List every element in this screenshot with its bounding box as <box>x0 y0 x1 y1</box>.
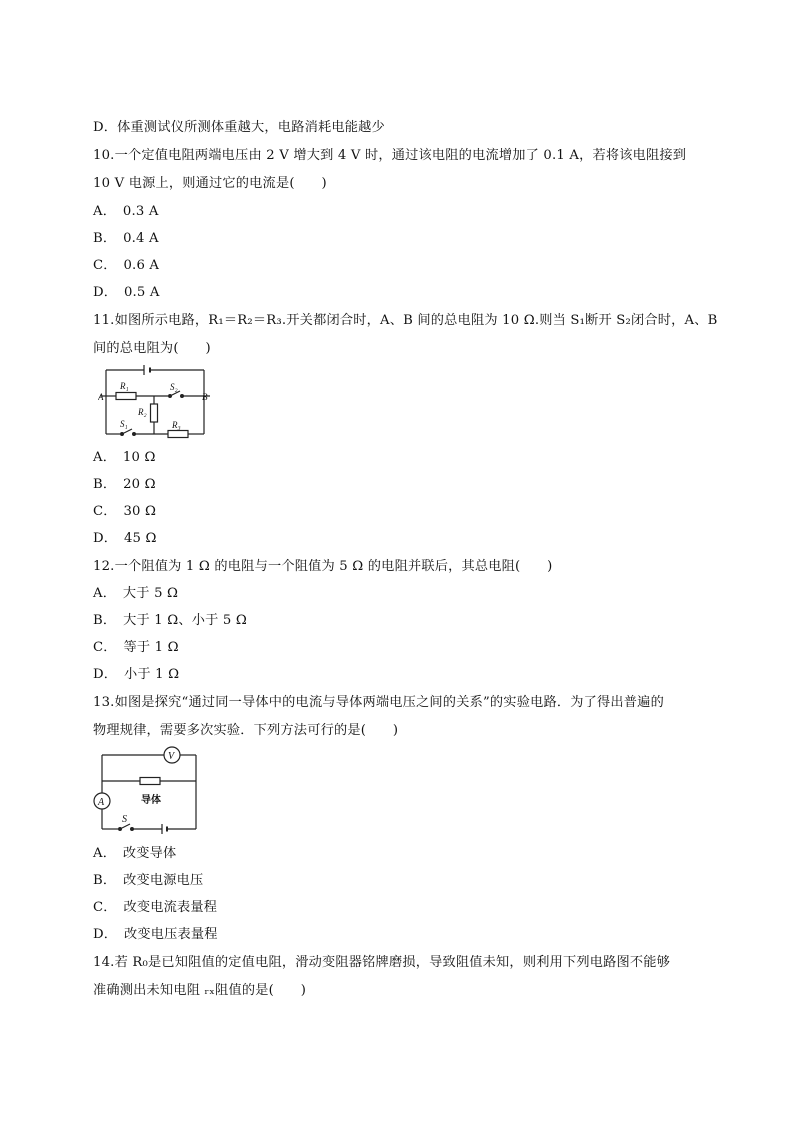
label-V: V <box>168 751 175 762</box>
option-d-prev: D．体重测试仪所测体重越大，电路消耗电能越少 <box>93 120 385 135</box>
label-B: B <box>202 392 208 402</box>
q10-option-c: C． 0.6 A <box>93 258 160 273</box>
label-R2: R₂ <box>138 407 147 417</box>
q14-stem-line2: 准确测出未知电阻 ᵣₓ阻值的是( ) <box>93 983 307 998</box>
label-conductor: 导体 <box>141 795 161 806</box>
label-R3: R₃ <box>172 420 181 430</box>
q10-option-a: A． 0.3 A <box>93 204 159 219</box>
label-S1: S₁ <box>120 419 128 429</box>
q13-option-a: A． 改变导体 <box>93 846 177 861</box>
label-R1: R₁ <box>120 381 129 391</box>
q13-stem-line1: 13.如图是探究“通过同一导体中的电流与导体两端电压之间的关系”的实验电路．为了得出普遍的 <box>93 695 664 710</box>
label-S2: S₂ <box>170 382 178 392</box>
q13-stem-line2: 物理规律，需要多次实验．下列方法可行的是( ) <box>93 723 399 738</box>
q13-option-b: B． 改变电源电压 <box>93 873 204 888</box>
q11-option-d: D． 45 Ω <box>93 531 157 546</box>
q11-option-b: B． 20 Ω <box>93 477 156 492</box>
q11-option-a: A． 10 Ω <box>93 450 156 465</box>
q11-stem-line2: 间的总电阻为( ) <box>93 341 211 356</box>
q12-stem: 12.一个阻值为 1 Ω 的电阻与一个阻值为 5 Ω 的电阻并联后，其总电阻( ) <box>93 559 553 574</box>
label-A: A <box>98 392 104 402</box>
q12-option-c: C． 等于 1 Ω <box>93 640 179 655</box>
q13-option-d: D． 改变电压表量程 <box>93 927 218 942</box>
q12-option-b: B． 大于 1 Ω、小于 5 Ω <box>93 613 248 628</box>
label-S: S <box>122 814 127 825</box>
q10-option-d: D． 0.5 A <box>93 285 160 300</box>
q13-circuit-diagram <box>92 745 202 835</box>
q13-option-c: C． 改变电流表量程 <box>93 900 218 915</box>
q10-option-b: B． 0.4 A <box>93 231 159 246</box>
q11-stem-line1: 11.如图所示电路，R₁＝R₂＝R₃.开关都闭合时，A、B 间的总电阻为 10 Ω.则当 S₁断开 S₂闭合时，A、B <box>93 313 718 328</box>
q14-stem-line1: 14.若 R₀是已知阻值的定值电阻，滑动变阻器铭牌磨损，导致阻值未知，则利用下列电路图不能够 <box>93 955 671 970</box>
q12-option-a: A． 大于 5 Ω <box>93 586 179 601</box>
q10-stem-line2: 10 V 电源上，则通过它的电流是( ) <box>93 176 327 191</box>
label-A-meter: A <box>98 797 105 808</box>
q12-option-d: D． 小于 1 Ω <box>93 667 180 682</box>
q10-stem-line1: 10.一个定值电阻两端电压由 2 V 增大到 4 V 时，通过该电阻的电流增加了 0.1 A，若将该电阻接到 <box>93 148 687 163</box>
q11-circuit-diagram <box>98 362 216 442</box>
q11-option-c: C． 30 Ω <box>93 504 157 519</box>
